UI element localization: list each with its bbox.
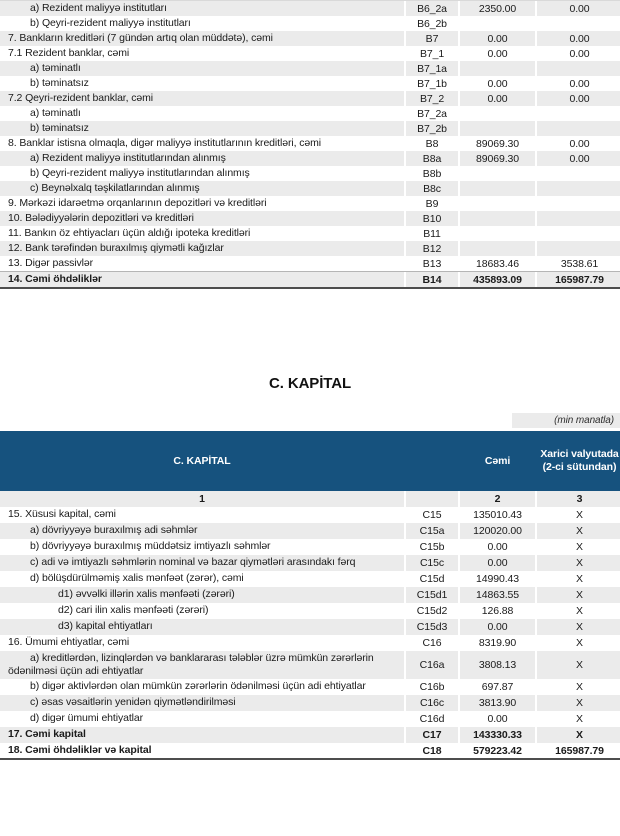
row-total: 89069.30 — [476, 137, 519, 150]
row-label: a) təminatlı — [0, 61, 404, 76]
row-label: b) təminatsız — [30, 77, 89, 89]
row-total: 0.00 — [460, 31, 535, 46]
table-row — [0, 651, 620, 679]
row-code: B8 — [425, 137, 439, 150]
row-foreign: 3538.61 — [560, 257, 599, 270]
table-row — [0, 61, 620, 76]
row-foreign — [537, 61, 620, 76]
table-row — [0, 539, 620, 555]
row-label: 8. Banklar istisna olmaqla, digər maliyyə institutlarının kreditləri, cəmi — [8, 137, 321, 149]
row-label: 10. Bələdiyyələrin depozitləri və kreditləri — [0, 211, 404, 226]
row-code: C15b — [419, 541, 445, 553]
table-row — [0, 555, 620, 571]
table-row — [0, 91, 620, 106]
row-foreign: X — [537, 619, 620, 635]
row-label: 16. Ümumi ehtiyatlar, cəmi — [8, 636, 130, 648]
table-row — [0, 166, 620, 181]
column-number-1: 1 — [0, 491, 404, 507]
row-label: 13. Digər passivlər — [8, 257, 94, 269]
row-label: 18. Cəmi öhdəliklər və kapital — [8, 744, 152, 756]
row-code: B7_1b — [417, 77, 447, 90]
row-label: c) əsas vəsaitlərin yenidən qiymətləndirilməsi — [0, 695, 404, 711]
row-code: C15d3 — [406, 619, 458, 635]
row-total: 3808.13 — [460, 651, 535, 679]
row-label: d2) cari ilin xalis mənfəəti (zərəri) — [58, 604, 209, 616]
row-foreign: X — [576, 605, 583, 617]
row-total: 435893.09 — [460, 272, 535, 287]
table-row — [0, 1, 620, 16]
table-row — [0, 619, 620, 635]
table-row — [0, 587, 620, 603]
row-code: C16d — [419, 713, 445, 725]
row-foreign — [537, 226, 620, 241]
row-code: C18 — [422, 744, 442, 757]
header-total-cell: Cəmi — [484, 454, 511, 467]
row-total — [460, 16, 535, 31]
table-row — [0, 679, 620, 695]
table-row — [0, 271, 620, 289]
table-row — [0, 46, 620, 61]
row-total: 2350.00 — [460, 1, 535, 16]
table-row — [0, 256, 620, 271]
row-foreign: X — [537, 727, 620, 743]
capital-table-body — [0, 507, 620, 760]
row-label: a) dövriyyəyə buraxılmış adi səhmlər — [0, 523, 404, 539]
table-row — [0, 507, 620, 523]
row-code: C15c — [406, 555, 458, 571]
capital-table-header — [0, 431, 620, 491]
row-foreign: X — [576, 509, 583, 521]
row-total — [460, 166, 535, 181]
header-foreign-cell: Xarici valyutada (2-ci sütundan) — [540, 448, 619, 473]
row-code: B7_1 — [419, 47, 445, 60]
table-row — [0, 121, 620, 136]
header-title-cell: C. KAPİTAL — [173, 454, 231, 467]
row-code: C15 — [422, 509, 442, 521]
row-foreign: X — [537, 523, 620, 539]
column-number-3: 3 — [537, 491, 620, 507]
row-total: 143330.33 — [460, 727, 535, 743]
table-row — [0, 196, 620, 211]
row-total: 0.00 — [487, 47, 508, 60]
row-label: b) digər aktivlərdən olan mümkün zərərlərin ödənilməsi üçün adi ehtiyatlar — [30, 680, 366, 692]
row-total — [460, 106, 535, 121]
row-code: C15a — [406, 523, 458, 539]
row-code: B13 — [422, 257, 442, 270]
row-total — [460, 181, 535, 196]
column-number-row — [0, 491, 620, 507]
table-row — [0, 211, 620, 226]
row-label: d) digər ümumi ehtiyatlar — [30, 712, 144, 724]
row-code: C15d — [419, 573, 445, 585]
row-total: 14863.55 — [460, 587, 535, 603]
row-code: C15d2 — [416, 605, 448, 617]
row-label: 11. Bankın öz ehtiyacları üçün aldığı ipoteka kreditləri — [8, 227, 251, 239]
row-label: a) Rezident maliyyə institutlarından alınmış — [0, 151, 404, 166]
table-row — [0, 31, 620, 46]
row-code: C16b — [419, 681, 445, 693]
row-code: C16 — [422, 637, 442, 649]
row-total: 0.00 — [487, 713, 508, 725]
section-title: C. KAPİTAL — [268, 375, 352, 392]
row-total — [460, 211, 535, 226]
row-foreign: X — [576, 637, 583, 649]
row-foreign — [537, 106, 620, 121]
table-row — [0, 523, 620, 539]
row-foreign — [537, 121, 620, 136]
row-foreign: X — [576, 713, 583, 725]
row-foreign: 0.00 — [537, 1, 620, 16]
row-label: d3) kapital ehtiyatları — [0, 619, 404, 635]
row-code: B12 — [406, 241, 458, 256]
row-label: a) kreditlərdən, lizinqlərdən və banklararası tələblər üzrə mümkün zərərlərin ödənilməsi üçün adi ehtiyatlar — [0, 651, 404, 679]
row-total: 0.00 — [460, 619, 535, 635]
row-label: b) dövriyyəyə buraxılmış müddətsiz imtiyazlı səhmlər — [30, 540, 271, 552]
row-label: d) bölüşdürülməmiş xalis mənfəət (zərər), cəmi — [30, 572, 244, 584]
row-total: 120020.00 — [460, 523, 535, 539]
row-foreign: 0.00 — [569, 137, 590, 150]
row-code: C16a — [406, 651, 458, 679]
row-total: 8319.90 — [478, 637, 517, 649]
row-total — [460, 121, 535, 136]
row-code: B10 — [406, 211, 458, 226]
row-foreign: 165987.79 — [537, 272, 620, 287]
capital-table — [0, 431, 620, 760]
table-row — [0, 695, 620, 711]
row-code: B14 — [406, 272, 458, 287]
row-label: d1) əvvəlki illərin xalis mənfəəti (zərəri) — [0, 587, 404, 603]
row-foreign: X — [576, 541, 583, 553]
row-foreign: X — [537, 651, 620, 679]
row-label: 9. Mərkəzi idarəetmə orqanlarının depozitləri və kreditləri — [8, 197, 267, 209]
row-total: 0.00 — [460, 555, 535, 571]
row-code: B8a — [406, 151, 458, 166]
row-total: 0.00 — [487, 541, 508, 553]
table-row — [0, 106, 620, 121]
row-total: 0.00 — [487, 77, 508, 90]
row-foreign — [537, 241, 620, 256]
row-label: b) təminatsız — [0, 121, 404, 136]
row-total: 0.00 — [460, 91, 535, 106]
row-total — [460, 196, 535, 211]
row-label: c) Beynəlxalq təşkilatlarından alınmış — [0, 181, 404, 196]
row-code: B7_1a — [406, 61, 458, 76]
row-foreign — [537, 181, 620, 196]
row-label: b) Qeyri-rezident maliyyə institutları — [30, 17, 191, 29]
row-code: B9 — [425, 197, 439, 210]
column-number-2: 2 — [460, 491, 535, 507]
liabilities-table — [0, 0, 620, 289]
row-total — [460, 241, 535, 256]
row-foreign: 165987.79 — [555, 744, 604, 757]
table-row — [0, 711, 620, 727]
row-label: a) Rezident maliyyə institutları — [0, 1, 404, 16]
row-total — [460, 226, 535, 241]
table-row — [0, 727, 620, 743]
table-row — [0, 76, 620, 91]
table-row — [0, 743, 620, 760]
row-label: 14. Cəmi öhdəliklər — [0, 272, 404, 287]
row-foreign: X — [537, 587, 620, 603]
table-row — [0, 136, 620, 151]
row-code: C17 — [406, 727, 458, 743]
row-label: 7.2 Qeyri-rezident banklar, cəmi — [0, 91, 404, 106]
row-total — [460, 61, 535, 76]
row-label: 7. Bankların kreditləri (7 gündən artıq olan müddətə), cəmi — [0, 31, 404, 46]
table-row — [0, 151, 620, 166]
row-label: a) təminatlı — [30, 107, 81, 119]
row-total: 579223.42 — [473, 744, 522, 757]
row-label: c) adi və imtiyazlı səhmlərin nominal və bazar qiymətləri arasındakı fərq — [0, 555, 404, 571]
row-total: 89069.30 — [460, 151, 535, 166]
row-foreign — [537, 166, 620, 181]
row-code: C16c — [406, 695, 458, 711]
table-row — [0, 241, 620, 256]
row-foreign: 0.00 — [537, 91, 620, 106]
row-foreign — [537, 211, 620, 226]
unit-note-row — [0, 413, 620, 428]
row-foreign — [537, 16, 620, 31]
row-code: B6_2b — [417, 17, 447, 30]
row-total: 697.87 — [481, 681, 514, 693]
row-foreign: 0.00 — [537, 151, 620, 166]
column-number-code — [406, 491, 458, 507]
row-code: B7 — [406, 31, 458, 46]
table-row — [0, 181, 620, 196]
row-foreign: 0.00 — [569, 47, 590, 60]
row-foreign: X — [537, 695, 620, 711]
row-code: B7_2a — [417, 107, 447, 120]
table-row — [0, 16, 620, 31]
unit-note: (min manatla) — [512, 413, 620, 428]
row-total: 126.88 — [481, 605, 514, 617]
row-label: 17. Cəmi kapital — [0, 727, 404, 743]
row-code: B8c — [406, 181, 458, 196]
row-total: 18683.46 — [476, 257, 519, 270]
row-total: 14990.43 — [476, 573, 519, 585]
row-code: B7_2b — [406, 121, 458, 136]
row-code: B7_2 — [406, 91, 458, 106]
row-foreign: 0.00 — [569, 77, 590, 90]
row-foreign: 0.00 — [537, 31, 620, 46]
row-foreign: X — [537, 555, 620, 571]
row-foreign: X — [576, 681, 583, 693]
row-code: C15d1 — [406, 587, 458, 603]
row-code: B8b — [422, 167, 442, 180]
row-label: 15. Xüsusi kapital, cəmi — [8, 508, 116, 520]
row-label: 7.1 Rezident banklar, cəmi — [8, 47, 130, 59]
row-total: 135010.43 — [473, 509, 522, 521]
table-row — [0, 226, 620, 241]
table-row — [0, 635, 620, 651]
row-code: B6_2a — [406, 1, 458, 16]
row-total: 3813.90 — [460, 695, 535, 711]
row-foreign: X — [576, 573, 583, 585]
table-row — [0, 603, 620, 619]
row-code: B11 — [423, 227, 441, 240]
table-row — [0, 571, 620, 587]
row-label: 12. Bank tərəfindən buraxılmış qiymətli kağızlar — [0, 241, 404, 256]
row-label: b) Qeyri-rezident maliyyə institutlarından alınmış — [30, 167, 250, 179]
row-foreign — [537, 196, 620, 211]
